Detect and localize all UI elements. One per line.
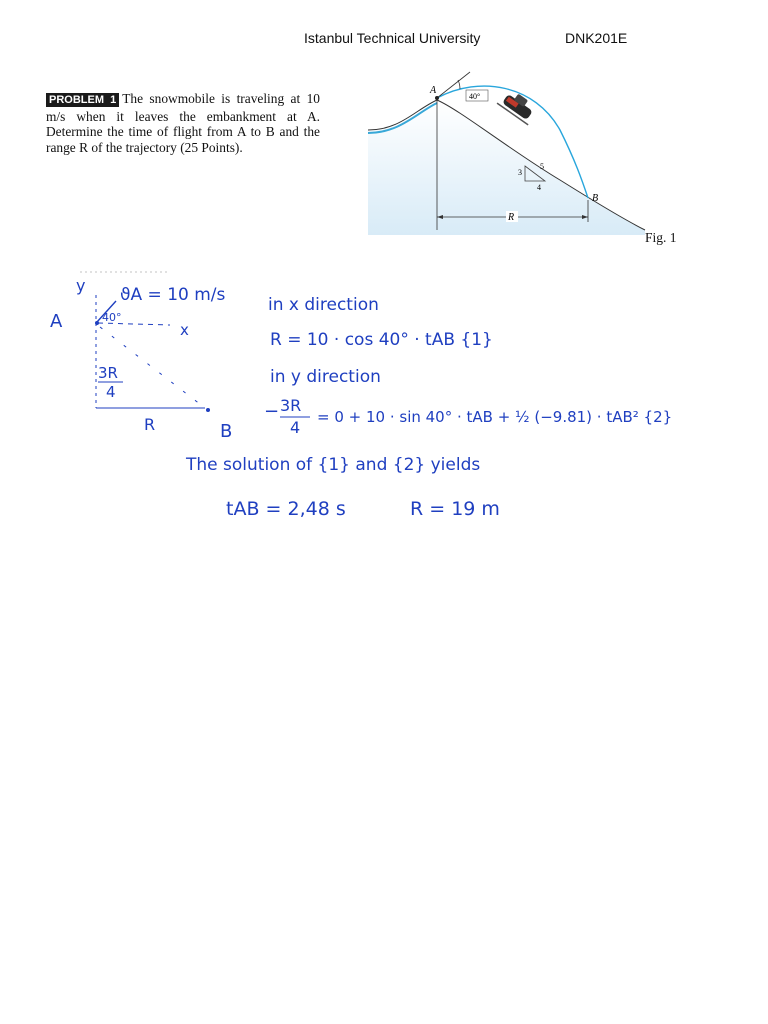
result-time: tAB = 2,48 s <box>226 498 346 520</box>
university-name: Istanbul Technical University <box>304 30 481 46</box>
sketch-y-label: y <box>76 276 86 295</box>
point-a-label: A <box>430 85 437 96</box>
x-equation: R = 10 · cos 40° · tAB {1} <box>270 330 493 350</box>
sketch-point-b <box>206 408 210 412</box>
angle-arc <box>458 80 460 89</box>
sketch-angle-label: 40° <box>102 311 122 324</box>
result-range: R = 19 m <box>410 498 500 520</box>
slope-run-label: 4 <box>537 183 541 192</box>
problem-text: The snowmobile is traveling at 10 m/s when it leaves the embankment at A. Determine the time of flight from A to B and the range R of the trajectory (25 Points). <box>46 91 320 155</box>
handwritten-solution <box>40 265 710 545</box>
sketch-point-a <box>95 321 99 325</box>
sketch-a-label: A <box>50 311 63 332</box>
y-minus-sign: − <box>264 401 280 422</box>
range-label: R <box>508 212 515 223</box>
course-code: DNK201E <box>565 30 628 46</box>
figure-label: Fig. 1 <box>645 230 677 245</box>
slope-rise-label: 3 <box>518 168 522 177</box>
sketch-x-label: x <box>180 321 189 339</box>
solution-conclusion: The solution of {1} and {2} yields <box>186 455 481 475</box>
snowmobile-figure <box>360 70 660 240</box>
y-equation: = 0 + 10 · sin 40° · tAB + ½ (−9.81) · tAB² {2} <box>317 408 673 426</box>
angle-label: 40° <box>469 92 481 101</box>
x-direction-heading: in x direction <box>268 295 379 315</box>
sketch-velocity-label: ϑA = 10 m/s <box>120 285 226 305</box>
y-direction-heading: in y direction <box>270 367 381 387</box>
point-b-label: B <box>592 193 599 204</box>
point-a-marker <box>435 96 439 100</box>
problem-statement <box>46 91 320 155</box>
sketch-height-num: 3R <box>98 364 118 382</box>
sketch-b-label: B <box>220 421 233 442</box>
y-lhs-numerator: 3R <box>280 396 302 415</box>
sketch-height-den: 4 <box>106 383 116 401</box>
problem-tag: PROBLEM 1 <box>46 93 119 107</box>
slope-hyp-label: 5 <box>540 162 544 171</box>
tangent-line <box>437 72 470 98</box>
sketch-range-label: R <box>144 415 156 434</box>
y-lhs-denominator: 4 <box>290 418 301 437</box>
